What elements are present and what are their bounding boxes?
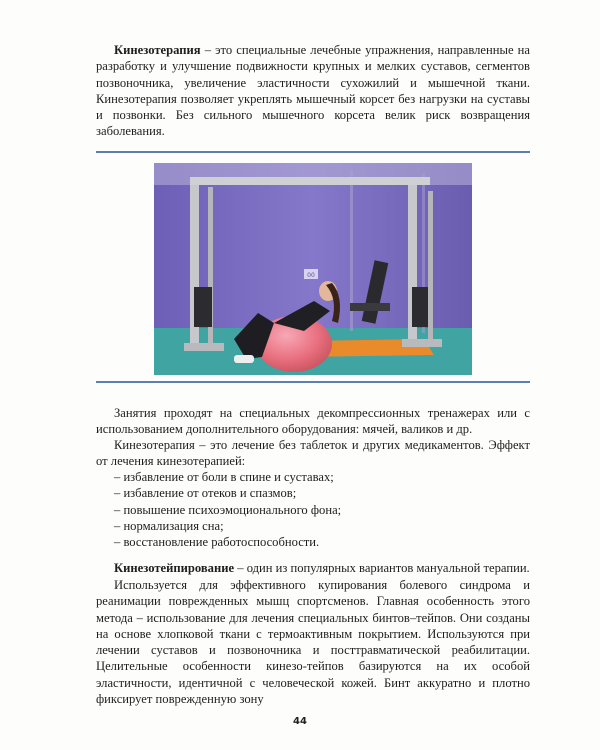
tape-term: Кинезотейпирование: [114, 561, 235, 575]
exercise-photo: [154, 163, 472, 375]
tape-text: – один из популярных вариантов мануальной терапии.: [234, 561, 530, 575]
list-item: – восстановление работоспособности.: [114, 535, 320, 550]
list-item: – нормализация сна;: [114, 518, 224, 533]
list-item: – избавление от боли в спине и суставах;: [114, 470, 334, 484]
effects-list: [114, 469, 530, 550]
page-number: 44: [293, 716, 307, 727]
intro-text: – это специальные лечебные упражнения, направленные на разработку и улучшение подвижности крупных и мелких суставов, сегментов позвоночника, увеличение эластичности сухожилий и мышечной ткани. Кинезотерапия позволяет укреплять мышечный корсет без нагрузки на суставы и позвонки. Без сильного мышечного корсета велик риск возвращения заболевания.: [96, 43, 530, 139]
top-divider: [96, 151, 530, 153]
intro-paragraph: [96, 42, 530, 140]
intro-term: Кинезотерапия: [114, 43, 201, 57]
tape-paragraph-1: [96, 560, 530, 576]
tape-paragraph-2: Используется для эффективного купирования болевого синдрома и реанимации поврежденных мышц спортсменов. Главная особенность этого метода – использование для лечения специальных бинтов–тейпов. Они созданы на основе хлопковой ткани с термоактивным покрытием. Используются при лечении суставов и позвоночника и посттравматической реабилитации. Целительные особенности кинезо-тейпов базируются на их особой эластичности, идентичной с человеческой кожей. Бинт аккуратно и плотно фиксирует поврежденную зону: [96, 578, 530, 707]
list-item: – избавление от отеков и спазмов;: [114, 486, 297, 501]
list-item: – повышение психоэмоционального фона;: [114, 502, 342, 517]
wall-sign-text: 00: [307, 272, 315, 279]
bottom-divider: [96, 381, 530, 383]
body-paragraph-1: Занятия проходят на специальных декомпрессионных тренажерах или с использованием дополнительного оборудования: мячей, валиков и др.: [96, 406, 530, 437]
body-paragraph-2: Кинезотерапия – это лечение без таблеток и других медикаментов. Эффект от лечения кинезотерапией:: [96, 438, 530, 469]
